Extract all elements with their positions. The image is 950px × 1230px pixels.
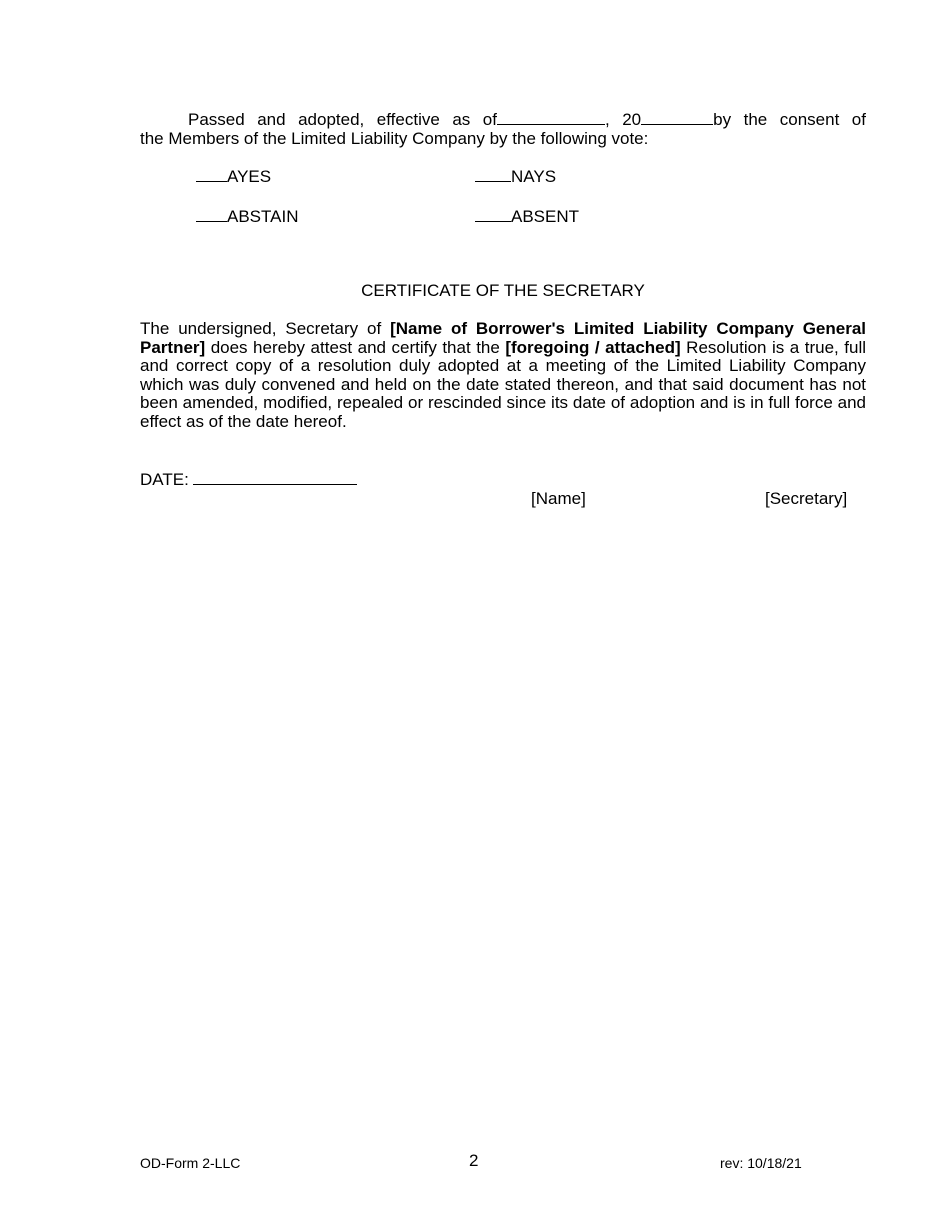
signature-name-label: [Name] — [531, 489, 586, 508]
ayes-label: AYES — [227, 167, 272, 186]
date-line — [140, 469, 357, 490]
absent-blank — [475, 206, 511, 222]
effective-date-blank — [497, 110, 605, 125]
footer-revision: rev: 10/18/21 — [720, 1155, 802, 1171]
passed-adopted-text: Passed and adopted, effective as of — [188, 110, 497, 129]
vote-ayes — [196, 166, 271, 187]
ayes-blank — [196, 166, 227, 182]
nays-blank — [475, 166, 511, 182]
certificate-paragraph — [140, 320, 866, 431]
certificate-text-1: The undersigned, Secretary of — [140, 319, 391, 338]
certificate-text-3: Resolution is a true, full and correct copy of a resolution duly adopted at a meeting of the Limited Liability Company which was duly convened and held on the date stated thereon, and that said document has not been amended, modified, repealed or rescinded since its date of adoption and is in full force and effect as of the date hereof. — [140, 337, 866, 431]
vote-abstain — [196, 206, 298, 227]
certificate-heading: CERTIFICATE OF THE SECRETARY — [361, 281, 645, 300]
abstain-label: ABSTAIN — [227, 207, 299, 226]
footer-form-id: OD-Form 2-LLC — [140, 1155, 241, 1171]
date-blank — [193, 469, 357, 485]
certificate-text-2: does hereby attest and certify that the — [205, 337, 506, 357]
year-blank — [641, 110, 713, 125]
resolution-second-line: the Members of the Limited Liability Company by the following vote: — [140, 128, 649, 148]
vote-nays — [475, 166, 556, 187]
foregoing-attached-placeholder: [foregoing / attached] — [505, 337, 681, 357]
vote-absent — [475, 206, 579, 227]
by-consent-text: by the consent of — [713, 110, 866, 129]
abstain-blank — [196, 206, 227, 222]
resolution-first-line — [140, 110, 866, 130]
nays-label: NAYS — [511, 167, 557, 186]
resolution-paragraph — [140, 110, 866, 148]
absent-label: ABSENT — [511, 207, 580, 226]
borrower-name-placeholder: [Name of Borrower's Limited Liability Company General Partner] — [140, 319, 866, 357]
comma-twenty-text: , 20 — [604, 110, 642, 129]
signature-title-label: [Secretary] — [765, 489, 848, 508]
date-label: DATE: — [140, 470, 189, 489]
footer-page-number: 2 — [469, 1151, 479, 1170]
